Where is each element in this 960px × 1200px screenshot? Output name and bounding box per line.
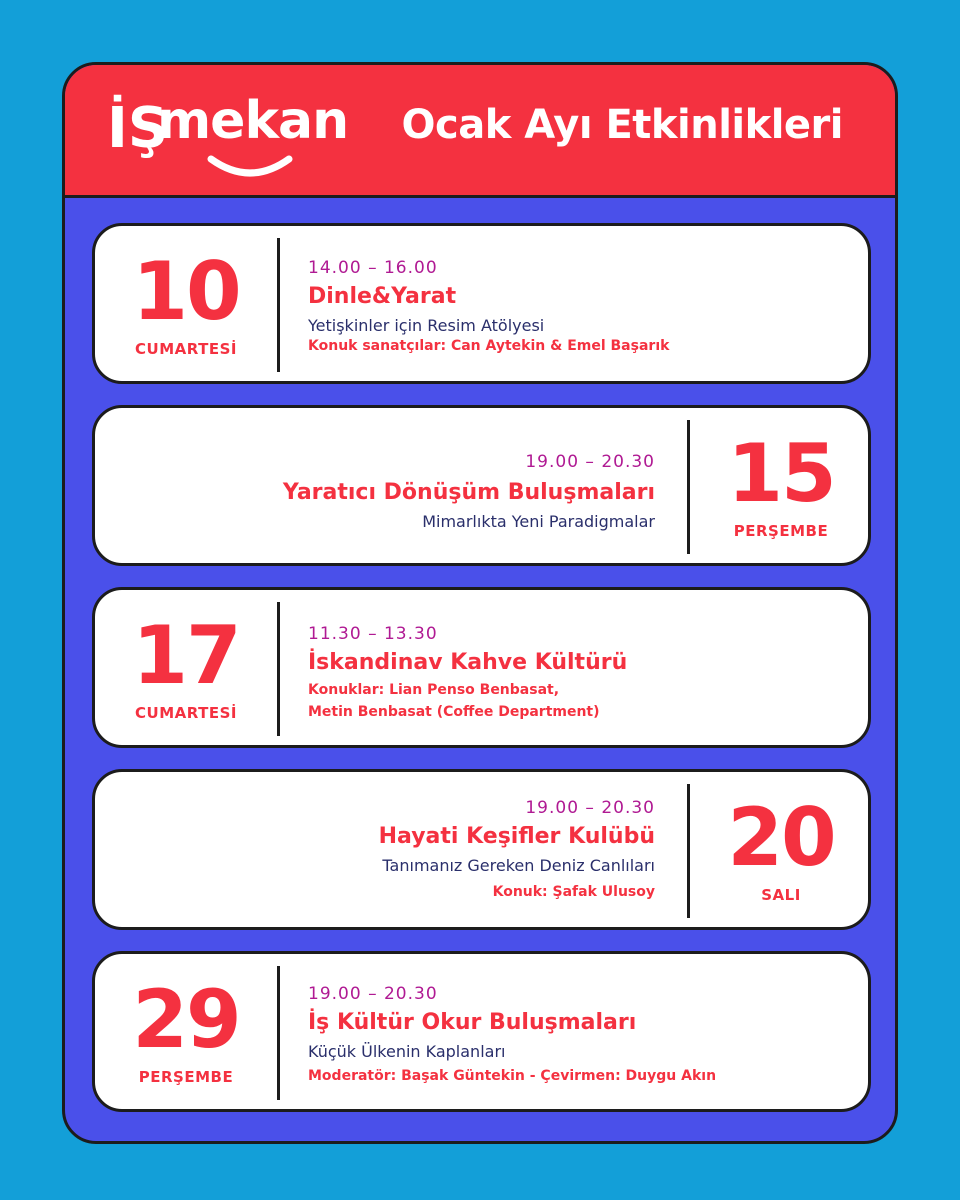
event-card bbox=[92, 587, 871, 748]
page-title: Ocak Ayı Etkinlikleri bbox=[401, 102, 843, 148]
event-time: 19.00 – 20.30 bbox=[525, 798, 655, 818]
program-frame bbox=[62, 62, 898, 1144]
event-weekday: CUMARTESİ bbox=[135, 340, 237, 358]
event-weekday: SALI bbox=[761, 886, 801, 904]
event-subtitle: Tanımanız Gereken Deniz Canlıları bbox=[382, 856, 655, 875]
event-title: Yaratıcı Dönüşüm Buluşmaları bbox=[282, 480, 655, 505]
logo bbox=[107, 91, 347, 181]
event-day: 15 bbox=[727, 427, 835, 520]
event-day: 20 bbox=[727, 791, 835, 884]
event-weekday: PERŞEMBE bbox=[138, 1068, 234, 1086]
event-title: İskandinav Kahve Kültürü bbox=[308, 650, 628, 675]
divider bbox=[277, 966, 280, 1100]
event-day: 29 bbox=[132, 973, 240, 1066]
event-title: Dinle&Yarat bbox=[308, 284, 457, 309]
event-card bbox=[92, 951, 871, 1112]
divider bbox=[277, 238, 280, 372]
is-bank-logo-icon: İŞ bbox=[107, 96, 169, 161]
event-time: 19.00 – 20.30 bbox=[525, 452, 655, 472]
event-note: Moderatör: Başak Güntekin - Çevirmen: Duygu Akın bbox=[308, 1068, 717, 1084]
event-day: 17 bbox=[132, 609, 240, 702]
event-info bbox=[308, 954, 848, 1109]
event-date bbox=[95, 590, 277, 745]
event-note-line-2: Metin Benbasat (Coffee Department) bbox=[308, 704, 600, 720]
event-note: Konuk: Şafak Ulusoy bbox=[492, 884, 655, 900]
event-info bbox=[308, 590, 848, 745]
smile-icon bbox=[205, 153, 295, 179]
event-title: Hayati Keşifler Kulübü bbox=[378, 824, 655, 849]
event-subtitle: Yetişkinler için Resim Atölyesi bbox=[308, 316, 545, 335]
divider bbox=[277, 602, 280, 736]
event-weekday: CUMARTESİ bbox=[135, 704, 237, 722]
event-card bbox=[92, 769, 871, 930]
event-subtitle: Küçük Ülkenin Kaplanları bbox=[308, 1042, 506, 1061]
event-day: 10 bbox=[132, 245, 240, 338]
event-info bbox=[308, 226, 848, 381]
event-weekday: PERŞEMBE bbox=[733, 522, 829, 540]
event-note: Konuk sanatçılar: Can Aytekin & Emel Başarık bbox=[308, 338, 670, 354]
event-subtitle: Mimarlıkta Yeni Paradigmalar bbox=[422, 512, 655, 531]
event-note: Konuklar: Lian Penso Benbasat, bbox=[308, 682, 560, 698]
event-date bbox=[690, 772, 872, 927]
event-title: İş Kültür Okur Buluşmaları bbox=[308, 1010, 637, 1035]
event-date bbox=[95, 226, 277, 381]
event-card bbox=[92, 405, 871, 566]
event-card bbox=[92, 223, 871, 384]
event-date bbox=[95, 954, 277, 1109]
event-date bbox=[690, 408, 872, 563]
event-info bbox=[115, 772, 655, 927]
header bbox=[65, 65, 895, 198]
event-time: 14.00 – 16.00 bbox=[308, 258, 438, 278]
event-time: 11.30 – 13.30 bbox=[308, 624, 438, 644]
event-info bbox=[115, 408, 655, 563]
event-time: 19.00 – 20.30 bbox=[308, 984, 438, 1004]
logo-text: mekan bbox=[157, 91, 349, 151]
